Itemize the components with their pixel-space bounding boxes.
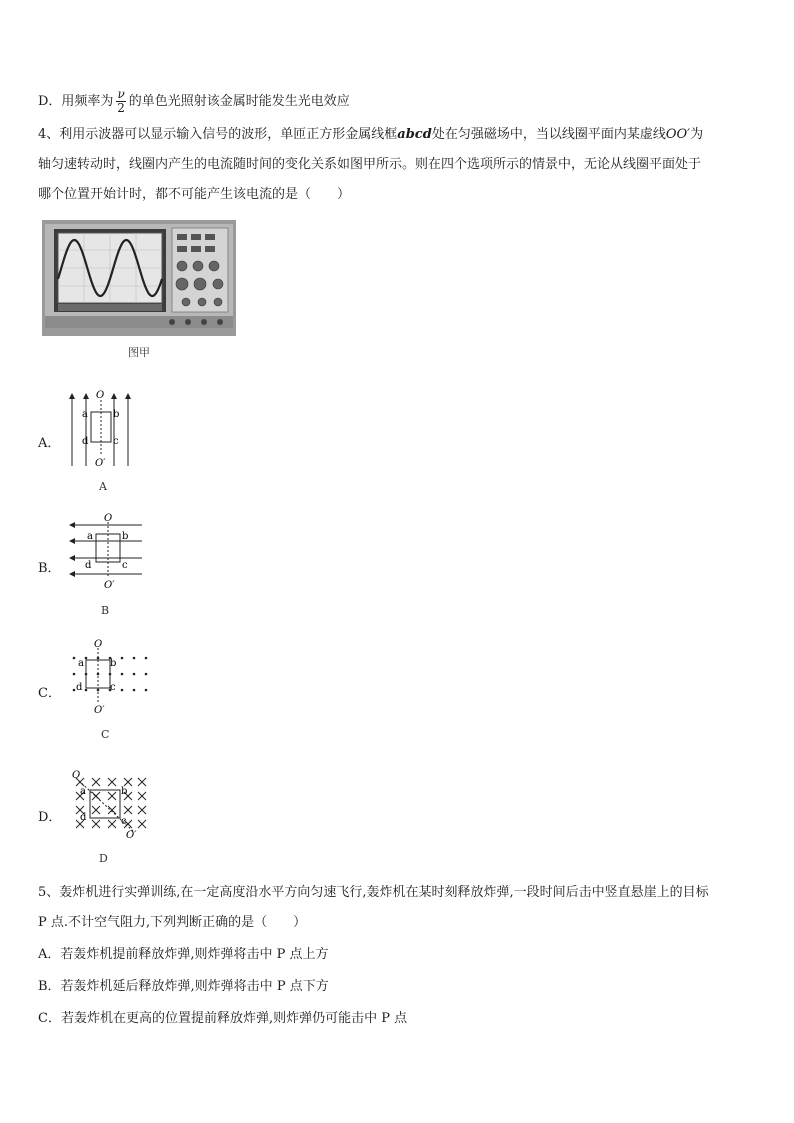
point-d-label: d	[82, 436, 89, 447]
axis-o-label: O	[72, 770, 81, 781]
field-dot	[133, 673, 136, 676]
field-dot	[133, 657, 136, 660]
q4-option-c-label[interactable]: C．	[38, 686, 61, 701]
point-a-label: a	[80, 786, 86, 797]
point-c-label: c	[113, 436, 119, 447]
field-cross	[124, 806, 132, 814]
field-dot	[85, 689, 88, 692]
q4-option-d-label[interactable]: D．	[38, 810, 62, 825]
point-c-label: c	[121, 816, 127, 827]
field-dot	[121, 689, 124, 692]
q4-stem-line1: 4、利用示波器可以显示输入信号的波形，单匝正方形金属线框abcd处在匀强磁场中，当以线圈平面内某虚线OO′为	[38, 127, 704, 142]
field-cross	[108, 820, 116, 828]
field-cross	[138, 792, 146, 800]
q5-option-b[interactable]: B．若轰炸机延后释放炸弹,则炸弹将击中 P 点下方	[38, 979, 329, 994]
option-d-caption: D	[99, 852, 108, 865]
q4-option-b-label[interactable]: B．	[38, 561, 61, 576]
field-dot	[73, 689, 76, 692]
point-a-label: a	[78, 658, 84, 669]
axis-o-prime-label: O′	[104, 580, 115, 591]
axis-o-label: O	[96, 390, 105, 401]
axis-o-prime-label: O′	[95, 458, 106, 469]
field-cross	[108, 792, 116, 800]
point-c-label: c	[122, 560, 128, 571]
field-dot	[85, 657, 88, 660]
axis-o-label: O	[94, 639, 103, 650]
field-cross	[92, 792, 100, 800]
q4-stem-line3: 哪个位置开始计时，都不可能产生该电流的是（ ）	[38, 187, 351, 202]
option-c-diagram[interactable]	[68, 636, 152, 718]
field-cross	[138, 778, 146, 786]
field-cross	[138, 806, 146, 814]
point-b-label: b	[122, 531, 129, 542]
q5-stem-line1: 5、轰炸机进行实弹训练,在一定高度沿水平方向匀速飞行,轰炸机在某时刻释放炸弹,一段时间后击中竖直悬崖上的目标	[38, 885, 709, 900]
axis-o-label: O	[104, 513, 113, 524]
field-cross	[124, 778, 132, 786]
option-b-diagram[interactable]	[64, 512, 148, 592]
option-c-caption: C	[101, 728, 110, 741]
axis-o-prime-label: O′	[94, 705, 105, 716]
option-d-diagram[interactable]	[68, 764, 148, 842]
q4-option-a-label[interactable]: A．	[38, 436, 61, 451]
field-dot	[145, 657, 148, 660]
q3-option-d: D．用频率为 $\frac{\nu}{2}$ 的单色光照射该金属时能发生光电效应	[38, 87, 350, 115]
field-cross	[138, 820, 146, 828]
field-dot	[73, 673, 76, 676]
field-cross	[108, 778, 116, 786]
q5-option-a[interactable]: A．若轰炸机提前释放炸弹,则炸弹将击中 P 点上方	[38, 947, 329, 962]
field-cross	[92, 820, 100, 828]
field-cross	[92, 778, 100, 786]
point-b-label: b	[110, 658, 117, 669]
oscilloscope-photo	[42, 220, 236, 336]
point-b-label: b	[121, 786, 128, 797]
figure-caption: 图甲	[128, 346, 150, 359]
point-b-label: b	[113, 409, 120, 420]
field-dot	[145, 689, 148, 692]
q5-option-c[interactable]: C．若轰炸机在更高的位置提前释放炸弹,则炸弹仍可能击中 P 点	[38, 1011, 408, 1026]
field-dot	[73, 657, 76, 660]
frequency-fraction: $\frac{\nu}{2}$	[117, 87, 125, 115]
field-dot	[121, 657, 124, 660]
q4-stem-line2: 轴匀速转动时，线圈内产生的电流随时间的变化关系如图甲所示。则在四个选项所示的情景中，无论从线圈平面处于	[38, 157, 702, 172]
field-cross	[92, 806, 100, 814]
q5-stem-line2: P 点.不计空气阻力,下列判断正确的是（ ）	[38, 915, 307, 930]
point-a-label: a	[82, 409, 88, 420]
field-cross	[108, 806, 116, 814]
point-d-label: d	[76, 682, 83, 693]
point-d-label: d	[80, 812, 87, 823]
field-dot	[133, 689, 136, 692]
point-d-label: d	[85, 560, 92, 571]
option-a-diagram[interactable]	[62, 388, 142, 472]
field-dot	[121, 673, 124, 676]
field-dot	[145, 673, 148, 676]
axis-o-prime-label: O′	[126, 830, 137, 841]
point-c-label: c	[110, 682, 116, 693]
option-a-caption: A	[99, 480, 107, 493]
point-a-label: a	[87, 531, 93, 542]
option-b-caption: B	[101, 604, 110, 617]
